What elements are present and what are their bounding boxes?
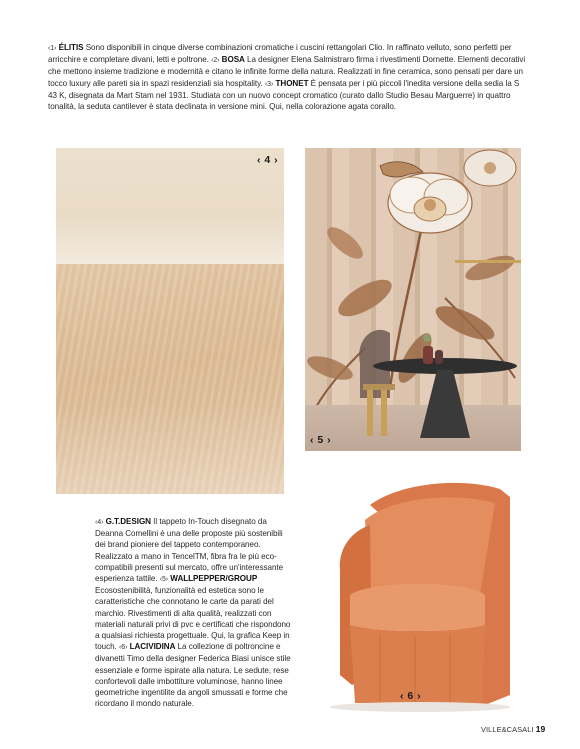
item-description: Ecosostenibilità, funzionalità ed estetica sono le caratteristiche che connotano le carte da parati del marchio. Rivestimenti di alta qualità, realizzati con materiali naturali privi di pvc e certificati che rispondono a qualsiasi richiesta progettuale. Qui, la grafica Keep in touch.	[95, 586, 291, 652]
brand-name: WALLPEPPER/GROUP	[170, 574, 258, 584]
item-number: ‹2›	[211, 57, 220, 65]
item-number: ‹1›	[48, 45, 57, 52]
item-description: È pensata per i più piccoli l'inedita versione della sedia la S 43 K, disegnata da Mart Stam nel 1931. Studiata con un nuovo concept cromatico (curato dallo Studio Besau Marguerre) in quattro tonalità, la seduta cantilever è stata declinata in versione mini. Qui, nella colorazione agata corallo.	[48, 78, 520, 112]
rug-shading	[56, 264, 284, 494]
item-number: ‹3›	[264, 80, 274, 88]
photo-number-4: ‹ 4 ›	[257, 154, 279, 166]
brand-name: ÉLITIS	[58, 43, 84, 52]
magazine-name: VILLE&CASALI	[481, 725, 534, 734]
body-paragraph	[95, 516, 295, 709]
item-number: ‹6›	[118, 644, 128, 652]
photo-number-6: ‹ 6 ›	[400, 690, 422, 702]
item-description: La designer Elena Salmistraro firma i rivestimenti Dornette. Elementi decorativi che mettono insieme tradizione e modernità e citano le infinite forme della natura. Realizzati in fine ceramica, sono pensati per dare un tocco luxury alle pareti sia in spazi residenziali sia hospitality.	[48, 55, 526, 88]
armchair-photo	[310, 475, 522, 715]
rug-photo	[56, 148, 284, 494]
intro-paragraph	[48, 42, 526, 112]
item-description: Sono disponibili in cinque diverse combinazioni cromatiche i cuscini rettangolari Clio. In raffinato velluto, sono perfetti per arricchire e completare divani, letti e poltrone.	[48, 43, 512, 65]
page-number: 19	[535, 724, 546, 734]
brand-name: G.T.DESIGN	[105, 517, 151, 526]
brand-name: THONET	[275, 78, 309, 88]
wallpaper-photo	[305, 148, 521, 451]
item-number: ‹4›	[95, 519, 104, 526]
brand-name: LACIVIDINA	[129, 642, 176, 652]
rug-top-band	[56, 148, 284, 264]
item-description: Il tappeto In-Touch disegnato da Deanna Comellini è una delle proposte più sostenibili dei brand pioniere del tappeto contemporaneo. Realizzato a mano in TencelTM, fibra fra le più eco-compatibili presenti sul mercato, offre un'interessante esperienza tattile.	[95, 517, 284, 584]
item-number: ‹5›	[159, 576, 169, 584]
furniture-scene	[305, 148, 521, 451]
photo-number-5: ‹ 5 ›	[310, 434, 332, 446]
item-description: La collezione di poltroncine e divanetti Timo della designer Federica Biasi unisce stile essenziale e forme ispirate alla natura. Le sedute, rese confortevoli dalle imbottiture voluminose, hanno linee geometriche ingentilite da angoli smussati e forme che ricordano il mondo naturale.	[95, 642, 291, 709]
page-footer	[481, 724, 545, 734]
armchair	[310, 475, 522, 715]
brand-name: BOSA	[221, 55, 245, 65]
